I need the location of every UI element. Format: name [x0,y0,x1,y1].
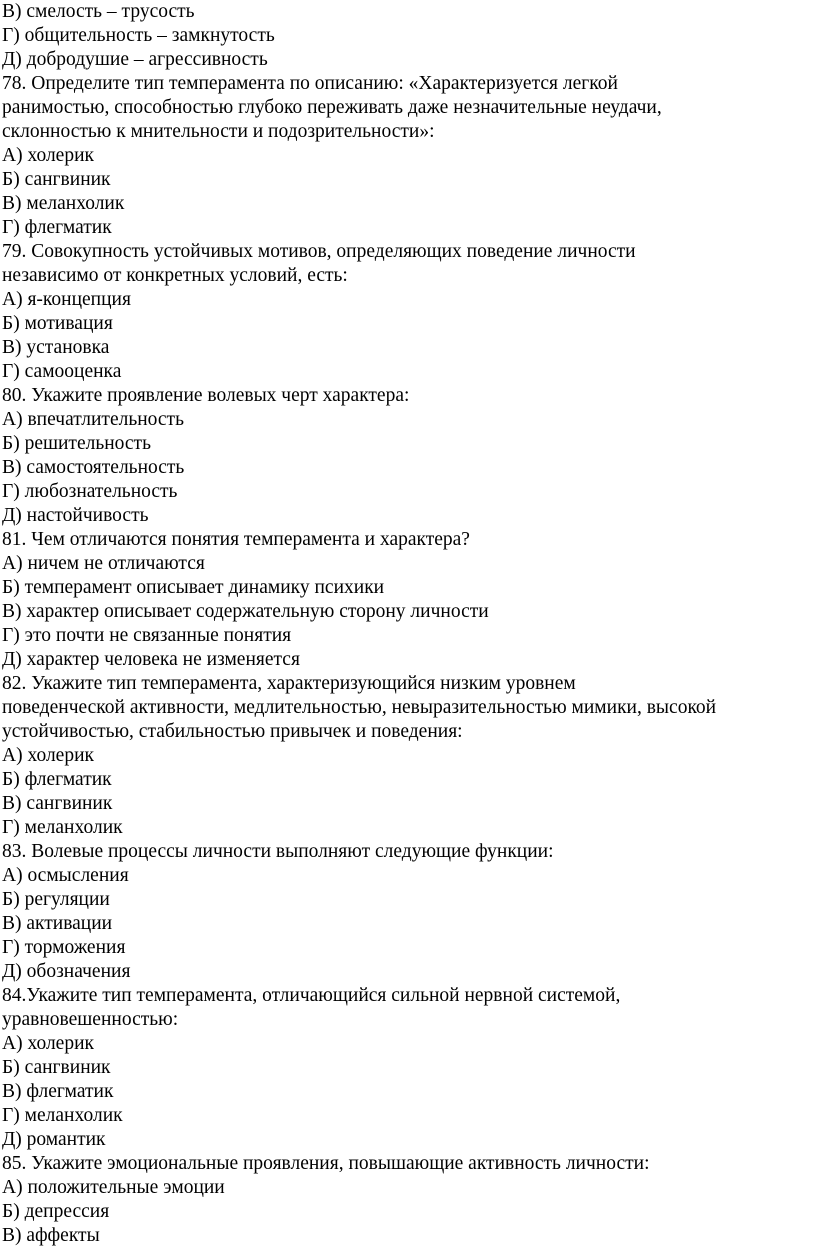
question-text-line: 84.Укажите тип темперамента, отличающийся сильной нервной системой, [2,985,621,1006]
answer-option: А) холерик [2,745,94,766]
answer-option: В) флегматик [2,1081,114,1102]
answer-option: В) аффекты [2,1225,100,1246]
answer-option: Б) темперамент описывает динамику психики [2,577,385,598]
answer-option: Б) мотивация [2,313,113,334]
answer-option: Б) решительность [2,433,151,454]
answer-option: Г) меланхолик [2,817,123,838]
answer-option: В) активации [2,913,113,934]
answer-option: А) я-концепция [2,289,131,310]
answer-option: В) сангвиник [2,793,113,814]
answer-option: Б) депрессия [2,1201,110,1222]
answer-option: Д) романтик [2,1129,106,1150]
answer-option: Г) торможения [2,937,126,958]
answer-option: Г) меланхолик [2,1105,123,1126]
answer-option: Б) флегматик [2,769,112,790]
document-text [2,0,816,1248]
question-text-line: склонностью к мнительности и подозрительности»: [2,121,435,142]
answer-option: А) осмысления [2,865,129,886]
question-text-line: независимо от конкретных условий, есть: [2,265,348,286]
question-text-line: 85. Укажите эмоциональные проявления, повышающие активность личности: [2,1153,650,1174]
answer-option: В) смелость – трусость [2,1,195,22]
answer-option: А) ничем не отличаются [2,553,205,574]
answer-option: Г) это почти не связанные понятия [2,625,292,646]
question-text-line: 83. Волевые процессы личности выполняют следующие функции: [2,841,554,862]
answer-option: Г) общительность – замкнутость [2,25,275,46]
answer-option: Б) регуляции [2,889,110,910]
question-text-line: уравновешенностью: [2,1009,179,1030]
question-text-line: 78. Определите тип темперамента по описанию: «Характеризуется легкой [2,73,618,94]
answer-option: Д) добродушие – агрессивность [2,49,268,70]
answer-option: В) установка [2,337,110,358]
answer-option: Д) характер человека не изменяется [2,649,300,670]
answer-option: А) впечатлительность [2,409,184,430]
answer-option: Д) обозначения [2,961,131,982]
answer-option: Г) самооценка [2,361,122,382]
question-text-line: 80. Укажите проявление волевых черт характера: [2,385,410,406]
answer-option: В) самостоятельность [2,457,185,478]
answer-option: В) характер описывает содержательную сторону личности [2,601,489,622]
answer-option: А) холерик [2,1033,94,1054]
answer-option: Б) сангвиник [2,1057,111,1078]
answer-option: Г) флегматик [2,217,112,238]
question-text-line: устойчивостью, стабильностью привычек и поведения: [2,721,463,742]
question-text-line: поведенческой активности, медлительностью, невыразительностью мимики, высокой [2,697,717,718]
question-text-line: 81. Чем отличаются понятия темперамента и характера? [2,529,470,550]
answer-option: В) меланхолик [2,193,125,214]
question-text-line: 82. Укажите тип темперамента, характеризующийся низким уровнем [2,673,576,694]
answer-option: А) положительные эмоции [2,1177,225,1198]
question-text-line: 79. Совокупность устойчивых мотивов, определяющих поведение личности [2,241,636,262]
answer-option: А) холерик [2,145,94,166]
question-text-line: ранимостью, способностью глубоко переживать даже незначительные неудачи, [2,97,662,118]
answer-option: Г) любознательность [2,481,178,502]
answer-option: Б) сангвиник [2,169,111,190]
answer-option: Д) настойчивость [2,505,149,526]
